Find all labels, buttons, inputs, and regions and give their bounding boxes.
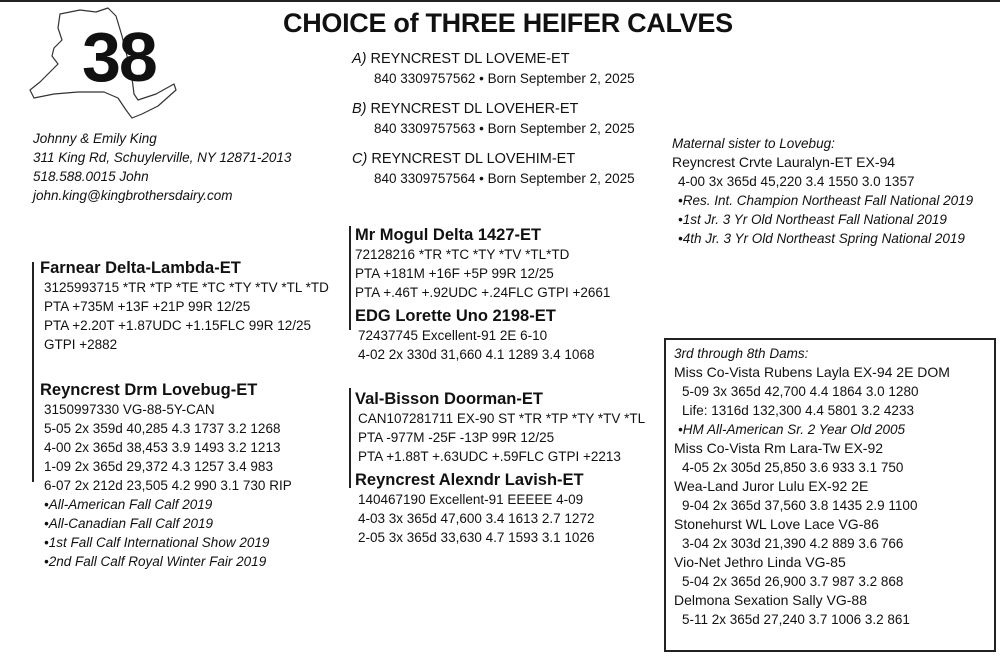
sire-sire-line: PTA +.46T +.92UDC +.24FLC GTPI +2661: [355, 285, 611, 300]
dam-line: 4-00 2x 365d 38,453 3.9 1493 3.2 1213: [44, 440, 281, 455]
dam-block: [40, 380, 292, 571]
dam-honor: •1st Fall Calf International Show 2019: [44, 535, 270, 550]
dam-name: Reyncrest Drm Lovebug-ET: [40, 381, 258, 399]
maternal-sister-honor: •Res. Int. Champion Northeast Fall National 2019: [678, 193, 974, 208]
sire-name: Farnear Delta-Lambda-ET: [40, 259, 241, 277]
dam-sire-block: [355, 389, 645, 466]
dam-sire-line: CAN107281711 EX-90 ST *TR *TP *TY *TV *TL: [358, 411, 646, 426]
dam-line: 1-09 2x 365d 29,372 4.3 1257 3.4 983: [44, 459, 273, 474]
sire-sire-line: 72128216 *TR *TC *TY *TV *TL*TD: [355, 247, 570, 262]
top-rule: [0, 0, 1000, 2]
dams-box-heading: 3rd through 8th Dams:: [674, 346, 809, 361]
sire-block: [40, 258, 329, 354]
maternal-sister-heading: Maternal sister to Lovebug:: [672, 136, 835, 151]
choice-name: REYNCREST DL LOVEME-ET: [370, 51, 570, 67]
maternal-sister-name: Reyncrest Crvte Lauralyn-ET EX-94: [672, 154, 896, 170]
sire-dam-name: EDG Lorette Uno 2198-ET: [355, 307, 556, 325]
dam-line: 5-05 2x 359d 40,285 4.3 1737 3.2 1268: [44, 421, 281, 436]
sire-line: 3125993715 *TR *TP *TE *TC *TY *TV *TL *TD: [44, 280, 329, 295]
dam-sire-line: PTA -977M -25F -13P 99R 12/25: [358, 430, 555, 445]
ancestor-dam-line: Life: 1316d 132,300 4.4 5801 3.2 4233: [682, 403, 914, 418]
sire-dam-line: 4-02 2x 330d 31,660 4.1 1289 3.4 1068: [358, 347, 595, 362]
choice-a: [352, 50, 635, 88]
sire-sire-name: Mr Mogul Delta 1427-ET: [355, 226, 542, 244]
dam-honor: •2nd Fall Calf Royal Winter Fair 2019: [44, 554, 267, 569]
ancestor-dam-note: •HM All-American Sr. 2 Year Old 2005: [678, 422, 906, 437]
dam-sire-bracket: [349, 388, 351, 488]
ancestor-dam-name: Miss Co-Vista Rm Lara-Tw EX-92: [674, 440, 884, 456]
dam-sire-name: Val-Bisson Doorman-ET: [355, 390, 543, 408]
choice-letter: A): [352, 51, 367, 67]
choice-detail: 840 3309757562 • Born September 2, 2025: [374, 71, 635, 86]
dam-dam-block: [355, 470, 594, 547]
choice-detail: 840 3309757564 • Born September 2, 2025: [374, 171, 635, 186]
ancestor-dams-list: [674, 344, 950, 629]
ancestor-dam-name: Stonehurst WL Love Lace VG-86: [674, 516, 879, 532]
maternal-sister-honor: •4th Jr. 3 Yr Old Northeast Spring National 2019: [678, 231, 965, 246]
choice-c: [352, 150, 635, 188]
choice-name: REYNCREST DL LOVEHIM-ET: [371, 151, 576, 167]
ancestor-dam-name: Delmona Sexation Sally VG-88: [674, 592, 867, 608]
consignor-phone: 518.588.0015 John: [33, 169, 149, 184]
dam-honor: •All-American Fall Calf 2019: [44, 497, 213, 512]
sire-line: GTPI +2882: [44, 337, 118, 352]
dam-sire-line: PTA +1.88T +.63UDC +.59FLC GTPI +2213: [358, 449, 621, 464]
sire-line: PTA +2.20T +1.87UDC +1.15FLC 99R 12/25: [44, 318, 312, 333]
ancestor-dam-line: 5-04 2x 365d 26,900 3.7 987 3.2 868: [682, 574, 904, 589]
dam-dam-line: 4-03 3x 365d 47,600 3.4 1613 2.7 1272: [358, 511, 595, 526]
dam-dam-line: 140467190 Excellent-91 EEEEE 4-09: [358, 492, 584, 507]
dam-bracket: [32, 396, 34, 482]
ancestor-dam-line: 4-05 2x 305d 25,850 3.6 933 3.1 750: [682, 460, 904, 475]
ancestor-dam-name: Vio-Net Jethro Linda VG-85: [674, 554, 846, 570]
page-title: CHOICE of THREE HEIFER CALVES: [283, 8, 733, 38]
dam-honor: •All-Canadian Fall Calf 2019: [44, 516, 214, 531]
ancestor-dam-line: 5-11 2x 365d 27,240 3.7 1006 3.2 861: [682, 612, 910, 627]
maternal-sister-block: [672, 134, 973, 248]
sire-dam-block: [355, 306, 594, 364]
maternal-sister-honor: •1st Jr. 3 Yr Old Northeast Fall National 2019: [678, 212, 947, 227]
ancestor-dam-line: 3-04 2x 303d 21,390 4.2 889 3.6 766: [682, 536, 904, 551]
dam-line: 6-07 2x 212d 23,505 4.2 990 3.1 730 RIP: [44, 478, 292, 493]
ancestor-dam-name: Wea-Land Juror Lulu EX-92 2E: [674, 478, 869, 494]
choice-letter: C): [352, 151, 368, 167]
ancestor-dam-line: 9-04 2x 365d 37,560 3.8 1435 2.9 1100: [682, 498, 918, 513]
sire-bracket: [32, 262, 34, 396]
consignor-block: [33, 129, 291, 205]
sire-sire-bracket: [349, 226, 351, 330]
sire-sire-line: PTA +181M +16F +5P 99R 12/25: [355, 266, 554, 281]
consignor-address: 311 King Rd, Schuylerville, NY 12871-2013: [33, 150, 292, 165]
dam-line: 3150997330 VG-88-5Y-CAN: [44, 402, 215, 417]
sire-line: PTA +735M +13F +21P 99R 12/25: [44, 299, 251, 314]
dam-dam-line: 2-05 3x 365d 33,630 4.7 1593 3.1 1026: [358, 530, 595, 545]
choice-detail: 840 3309757563 • Born September 2, 2025: [374, 121, 635, 136]
choice-name: REYNCREST DL LOVEHER-ET: [370, 101, 579, 117]
ancestor-dam-name: Miss Co-Vista Rubens Layla EX-94 2E DOM: [674, 364, 950, 380]
choice-letter: B): [352, 101, 367, 117]
consignor-name: Johnny & Emily King: [33, 131, 157, 146]
ancestor-dam-line: 5-09 3x 365d 42,700 4.4 1864 3.0 1280: [682, 384, 919, 399]
dam-dam-name: Reyncrest Alexndr Lavish-ET: [355, 471, 584, 489]
maternal-sister-record: 4-00 3x 365d 45,220 3.4 1550 3.0 1357: [678, 174, 915, 189]
choice-b: [352, 100, 635, 138]
consignor-email: john.king@kingbrothersdairy.com: [33, 188, 233, 203]
sire-dam-line: 72437745 Excellent-91 2E 6-10: [358, 328, 548, 343]
sire-sire-block: [355, 225, 610, 302]
lot-number: 38: [82, 18, 156, 96]
